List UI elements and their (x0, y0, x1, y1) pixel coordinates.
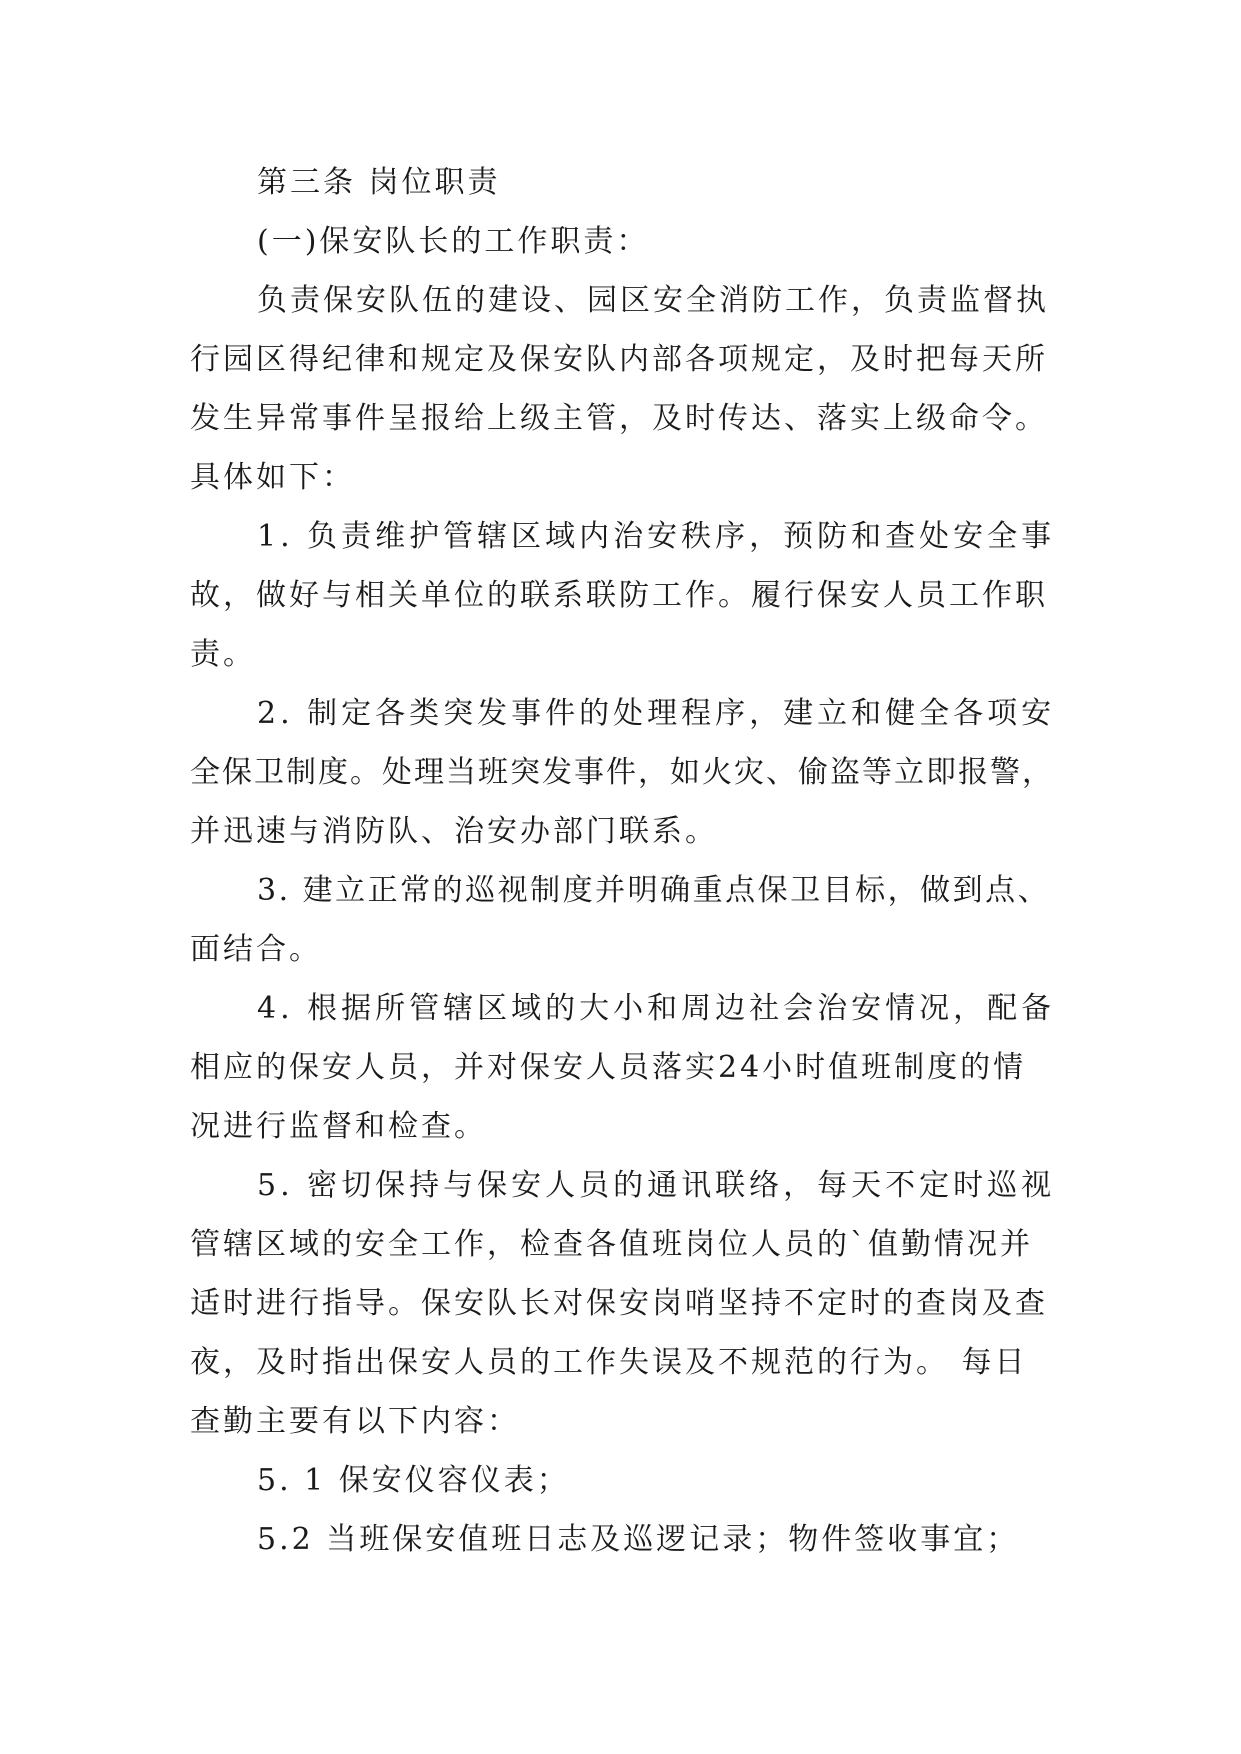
paragraph-line: 具体如下： (190, 460, 355, 495)
list-item-line: 查勤主要有以下内容： (190, 1404, 520, 1439)
list-item-line: 2. 制定各类突发事件的处理程序，建立和健全各项安 (257, 696, 1056, 731)
list-item-line: 故，做好与相关单位的联系联防工作。履行保安人员工作职 (190, 578, 1048, 613)
list-item-line: 4. 根据所管辖区域的大小和周边社会治安情况，配备 (257, 991, 1056, 1026)
list-item-line: 全保卫制度。处理当班突发事件，如火灾、偷盗等立即报警， (190, 755, 1054, 790)
paragraph-line: 行园区得纪律和规定及保安队内部各项规定，及时把每天所 (190, 342, 1048, 377)
section-heading: (一)保安队长的工作职责： (257, 224, 650, 259)
list-item-line: 况进行监督和检查。 (190, 1109, 487, 1144)
list-item-line: 5. 密切保持与保安人员的通讯联络，每天不定时巡视 (257, 1168, 1056, 1203)
list-item-line: 夜，及时指出保安人员的工作失误及不规范的行为。 每日 (190, 1345, 1028, 1380)
sub-item-line: 5. 1 保安仪容仪表； (257, 1463, 570, 1498)
sub-item-line: 5.2 当班保安值班日志及巡逻记录；物件签收事宜； (257, 1522, 1020, 1557)
article-heading: 第三条 岗位职责 (257, 165, 501, 200)
list-item-line: 适时进行指导。保安队长对保安岗哨坚持不定时的查岗及查 (190, 1286, 1048, 1321)
list-item-line: 并迅速与消防队、治安办部门联系。 (190, 814, 718, 849)
list-item-line: 面结合。 (190, 932, 322, 967)
list-item-line: 管辖区域的安全工作，检查各值班岗位人员的`值勤情况并 (190, 1227, 1033, 1262)
list-item-line: 责。 (190, 637, 256, 672)
list-item-line: 3. 建立正常的巡视制度并明确重点保卫目标，做到点、 (257, 873, 1051, 908)
list-item-line: 1. 负责维护管辖区域内治安秩序，预防和查处安全事 (257, 519, 1056, 554)
list-item-line: 相应的保安人员，并对保安人员落实24小时值班制度的情 (190, 1050, 1027, 1085)
paragraph-line: 负责保安队伍的建设、园区安全消防工作，负责监督执 (257, 283, 1049, 318)
paragraph-line: 发生异常事件呈报给上级主管，及时传达、落实上级命令。 (190, 401, 1048, 436)
